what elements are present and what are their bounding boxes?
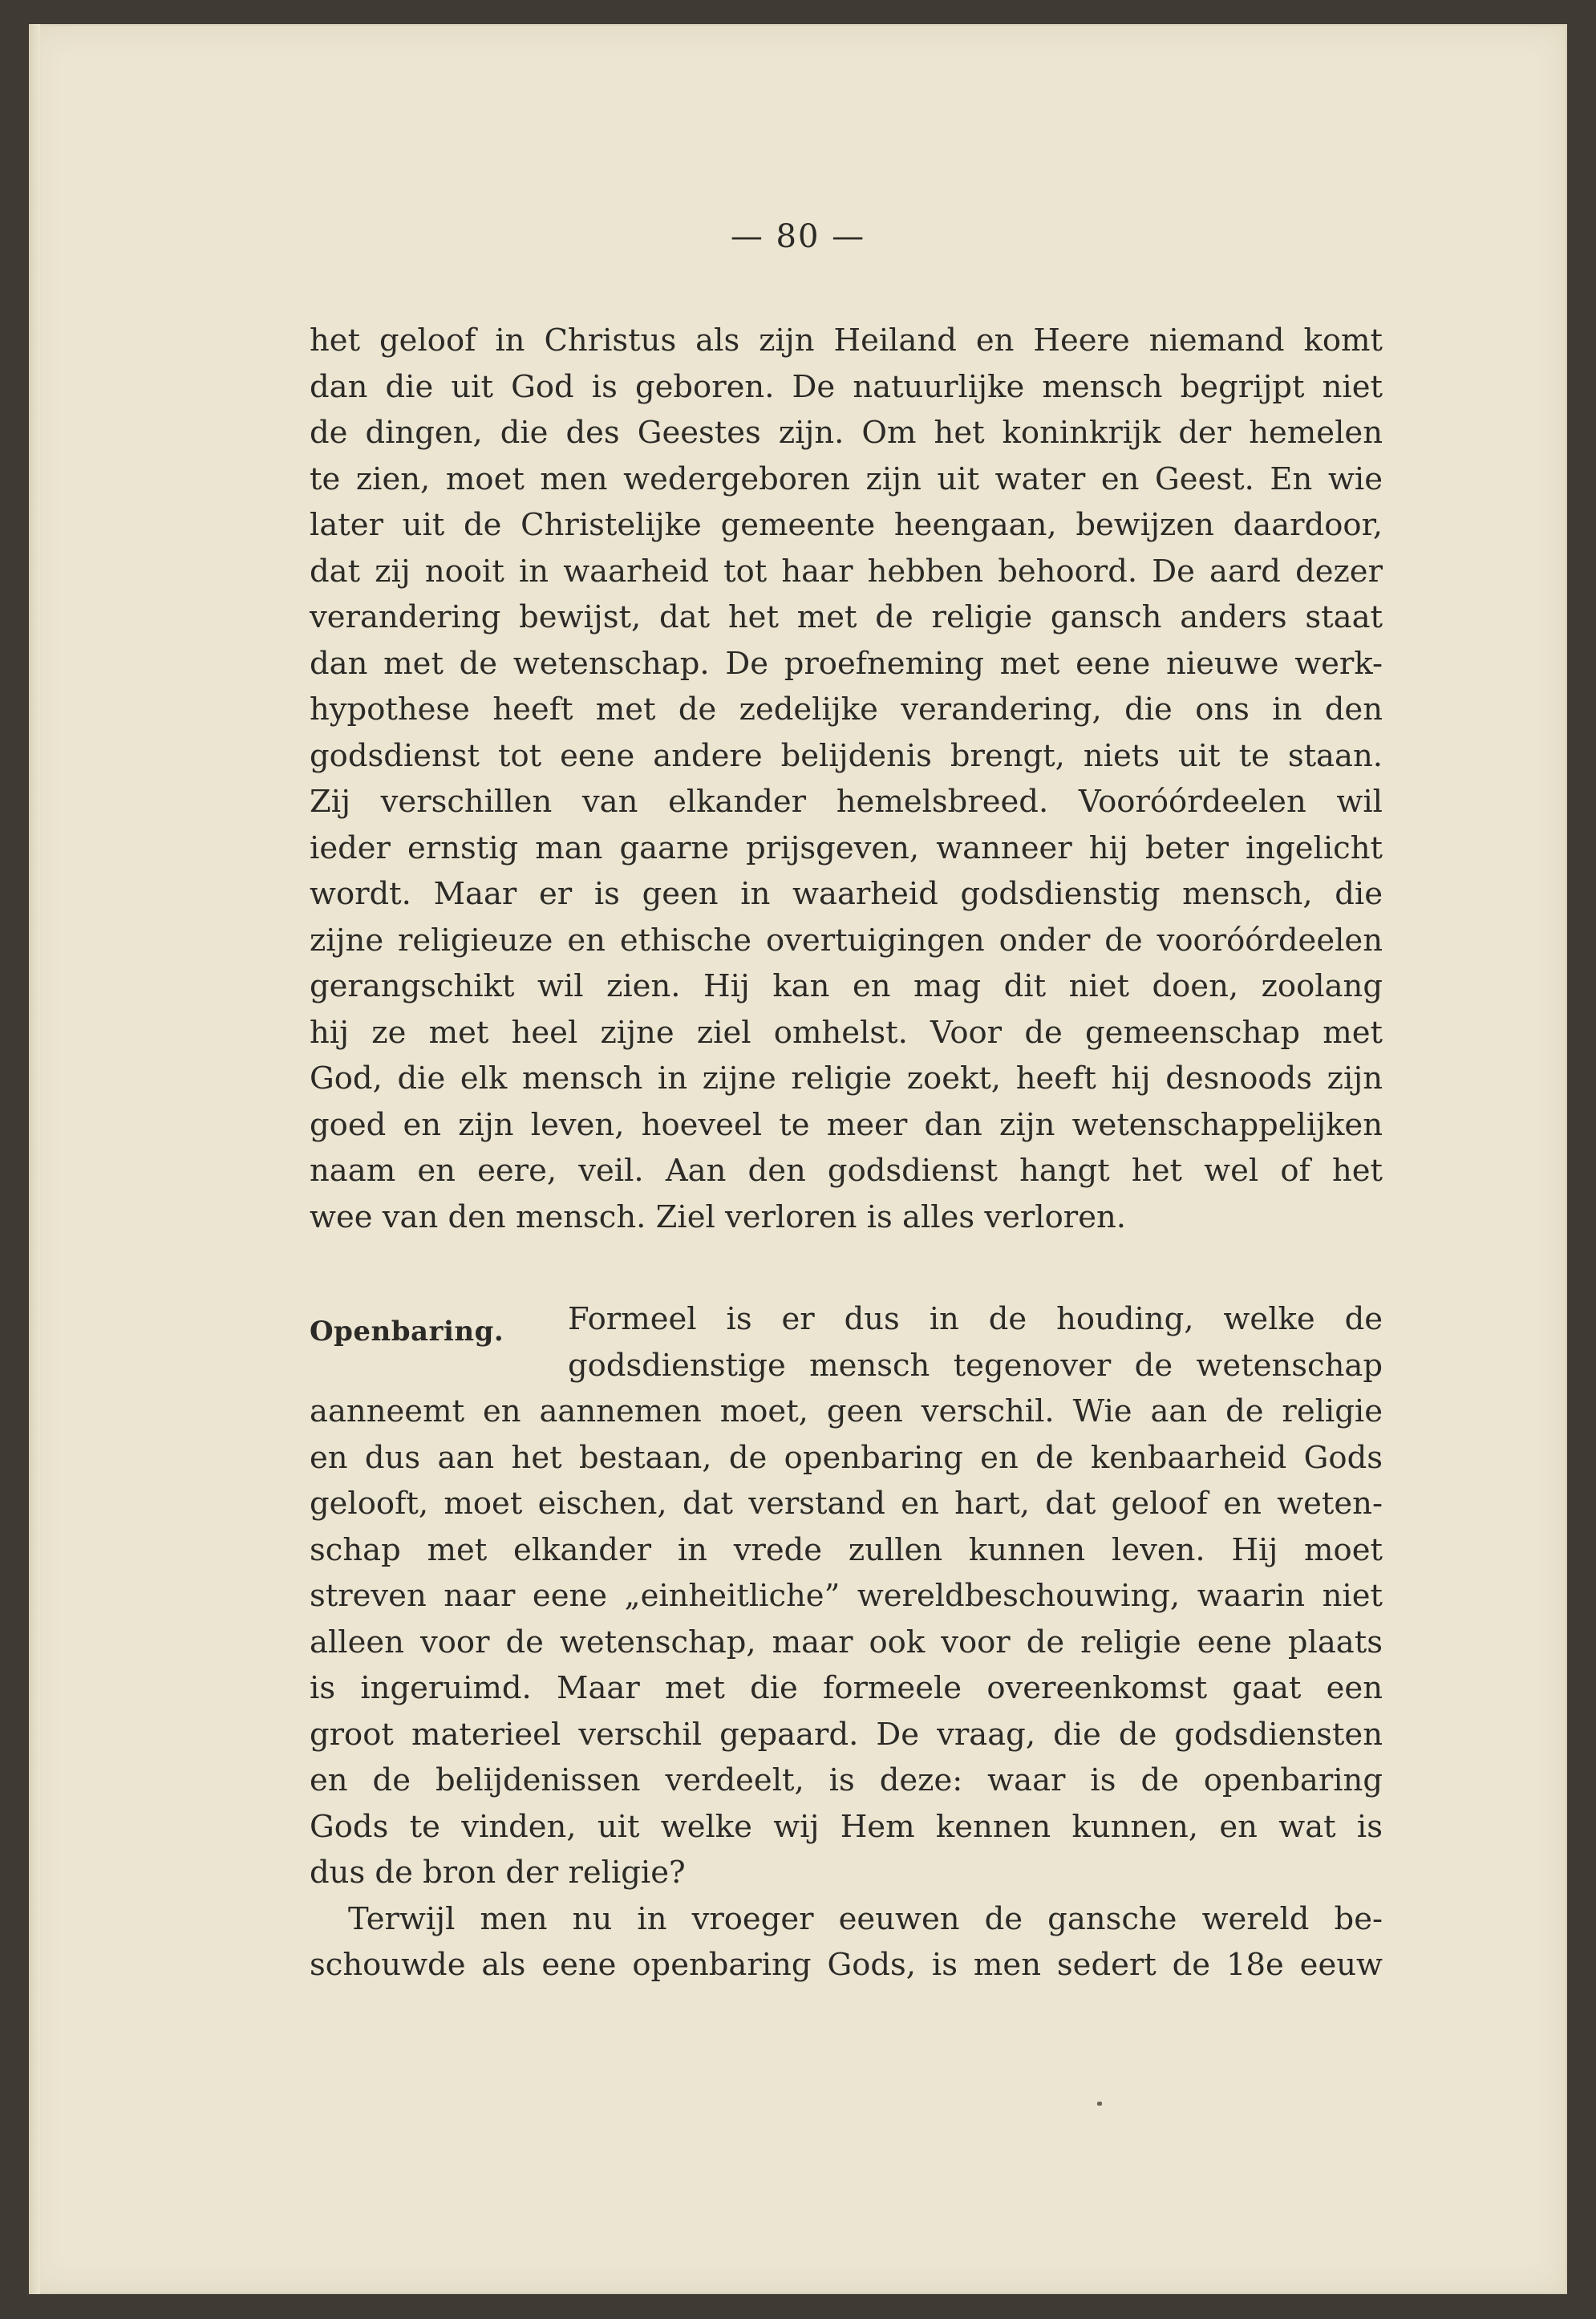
text-line: wordt. Maar er is geen in waarheid godsdienstig mensch, die (310, 876, 1383, 912)
text-line: zijne religieuze en ethische overtuigingen onder de vooróórdeelen (310, 922, 1383, 959)
text-line: God, die elk mensch in zijne religie zoekt, heeft hij desnoods zijn (310, 1060, 1383, 1097)
text-line: wee van den mensch. Ziel verloren is alles verloren. (310, 1198, 1127, 1235)
text-line: hij ze met heel zijne ziel omhelst. Voor de gemeenschap met (310, 1014, 1383, 1051)
text-line: Zij verschillen van elkander hemelsbreed. Vooróórdeelen wil (310, 784, 1383, 820)
page-binding-edge (29, 24, 40, 2294)
text-line: en dus aan het bestaan, de openbaring en de kenbaarheid Gods (310, 1439, 1383, 1476)
text-line: te zien, moet men wedergeboren zijn uit water en Geest. En wie (310, 460, 1383, 497)
text-line: dat zij nooit in waarheid tot haar hebben behoord. De aard dezer (310, 553, 1383, 590)
page-number: — 80 — (730, 218, 866, 255)
text-line: gerangschikt wil zien. Hij kan en mag dit niet doen, zoolang (310, 968, 1383, 1004)
paragraph-1 (310, 318, 1383, 1240)
text-line: het geloof in Christus als zijn Heiland en Heere niemand komt (310, 322, 1383, 359)
text-line: hypothese heeft met de zedelijke verandering, die ons in den (310, 691, 1383, 728)
text-line: aanneemt en aannemen moet, geen verschil. Wie aan de religie (310, 1393, 1383, 1429)
paper-speck (1097, 2102, 1102, 2106)
text-line: de dingen, die des Geestes zijn. Om het koninkrijk der hemelen (310, 415, 1383, 451)
text-line: Formeel is er dus in de houding, welke de (568, 1301, 1383, 1337)
text-line: ieder ernstig man gaarne prijsgeven, wanneer hij beter ingelicht (310, 829, 1383, 866)
text-line: groot materieel verschil gepaard. De vraag, die de godsdiensten (310, 1716, 1383, 1753)
text-line: later uit de Christelijke gemeente heengaan, bewijzen daardoor, (310, 507, 1383, 543)
text-line: Terwijl men nu in vroeger eeuwen de gansche wereld be- (348, 1900, 1383, 1937)
text-line: verandering bewijst, dat het met de religie gansch anders staat (310, 599, 1383, 635)
text-line: dan met de wetenschap. De proefneming met eene nieuwe werk- (310, 645, 1383, 682)
text-line: naam en eere, veil. Aan den godsdienst hangt het wel of het (310, 1153, 1383, 1189)
text-line: dus de bron der religie? (310, 1855, 686, 1891)
text-line: is ingeruimd. Maar met die formeele overeenkomst gaat een (310, 1670, 1383, 1706)
text-line: Gods te vinden, uit welke wij Hem kennen kunnen, en wat is (310, 1808, 1383, 1845)
text-line: alleen voor de wetenschap, maar ook voor de religie eene plaats (310, 1624, 1383, 1660)
text-line: en de belijdenissen verdeelt, is deze: waar is de openbaring (310, 1762, 1383, 1798)
text-line: gelooft, moet eischen, dat verstand en hart, dat geloof en weten- (310, 1486, 1383, 1522)
text-line: streven naar eene „einheitliche” wereldbeschouwing, waarin niet (310, 1578, 1383, 1614)
paragraph-2 (310, 1296, 1383, 1989)
margin-heading: Openbaring. (310, 1316, 504, 1348)
text-line: godsdienstige mensch tegenover de wetenschap (568, 1347, 1383, 1384)
text-line: schap met elkander in vrede zullen kunnen leven. Hij moet (310, 1531, 1383, 1568)
text-line: schouwde als eene openbaring Gods, is men sedert de 18e eeuw (310, 1947, 1383, 1983)
text-line: godsdienst tot eene andere belijdenis brengt, niets uit te staan. (310, 737, 1383, 774)
text-line: goed en zijn leven, hoeveel te meer dan zijn wetenschappelijken (310, 1106, 1383, 1143)
text-line: dan die uit God is geboren. De natuurlijke mensch begrijpt niet (310, 368, 1383, 405)
